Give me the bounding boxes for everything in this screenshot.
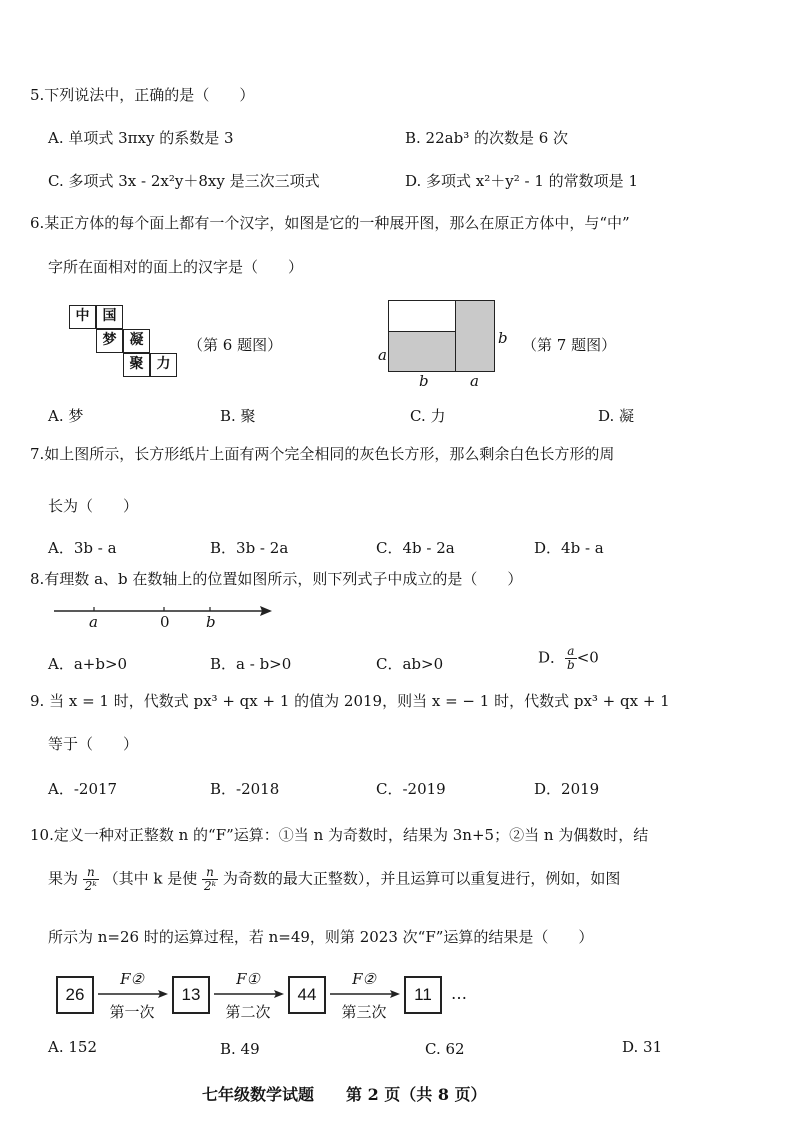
q8-option-a[interactable]: A．a+b>0 <box>48 655 128 673</box>
flow-op-3: F② <box>352 970 376 988</box>
flow-ellipsis: … <box>451 984 467 1003</box>
q5-option-d[interactable]: D. 多项式 x²＋y² - 1 的常数项是 1 <box>405 172 638 190</box>
flow-arrow-1-icon <box>96 988 168 1000</box>
q5-option-c[interactable]: C. 多项式 3x - 2x²y＋8xy 是三次三项式 <box>48 172 320 190</box>
q9-stem-line2: 等于（ ） <box>48 735 139 753</box>
q6-figure-label: （第 6 题图） <box>188 336 283 354</box>
fraction-denominator: b <box>567 658 575 672</box>
q6-option-c[interactable]: C. 力 <box>410 407 446 425</box>
q10-stem-line3: 所示为 n=26 时的运算过程，若 n=49，则第 2023 次“F”运算的结果是（ ） <box>48 928 594 946</box>
q7-option-b[interactable]: B．3b - 2a <box>210 539 289 557</box>
flow-step-2: 第二次 <box>225 1003 271 1021</box>
flow-step-3: 第三次 <box>341 1003 387 1021</box>
net-cell-1: 中 <box>69 305 96 329</box>
flow-step-1: 第一次 <box>109 1003 155 1021</box>
net-cell-6: 力 <box>150 353 177 377</box>
q5-option-a[interactable]: A. 单项式 3πxy 的系数是 3 <box>48 129 234 147</box>
footer-subject: 七年级数学试题 <box>202 1085 315 1104</box>
net-cell-2: 国 <box>96 305 123 329</box>
footer-page-number: 第 2 页（共 8 页） <box>346 1085 487 1104</box>
q10-stem-line1: 10.定义一种对正整数 n 的“F”运算：①当 n 为奇数时，结果为 3n+5；②当 n 为偶数时，结 <box>30 826 649 844</box>
q7-label-b-bottom: b <box>419 372 429 390</box>
gray-rectangle-horizontal <box>388 331 456 372</box>
q9-option-c[interactable]: C．-2019 <box>376 780 446 798</box>
q9-stem-line1: 9. 当 x = 1 时，代数式 px³ + qx + 1 的值为 2019，则当 x = − 1 时，代数式 px³ + qx + 1 <box>30 692 670 710</box>
q8-axis-label-b: b <box>206 613 216 631</box>
q10-fraction-1 <box>83 866 99 893</box>
q7-option-a[interactable]: A．3b - a <box>48 539 117 557</box>
q8-axis-label-a: a <box>89 613 98 631</box>
q8-stem: 8.有理数 a、b 在数轴上的位置如图所示，则下列式子中成立的是（ ） <box>30 570 523 588</box>
q6-stem-line2: 字所在面相对的面上的汉字是（ ） <box>48 258 304 276</box>
q10-option-a[interactable]: A. 152 <box>48 1038 97 1056</box>
q8-option-b[interactable]: B．a - b>0 <box>210 655 292 673</box>
q6-option-d[interactable]: D. 凝 <box>598 407 635 425</box>
flow-arrow-2-icon <box>212 988 284 1000</box>
q8-option-d[interactable] <box>538 645 599 672</box>
q6-stem-line1: 6.某正方体的每个面上都有一个汉字，如图是它的一种展开图，那么在原正方体中，与“中” <box>30 214 630 232</box>
q7-label-a-bottom: a <box>470 372 479 390</box>
q8-option-d-prefix: D． <box>538 648 566 667</box>
flow-box-3: 44 <box>288 976 326 1014</box>
q8-option-c[interactable]: C．ab>0 <box>376 655 444 673</box>
net-cell-4: 凝 <box>123 329 150 353</box>
flow-arrow-3-icon <box>328 988 400 1000</box>
q10-option-c[interactable]: C. 62 <box>425 1040 465 1058</box>
fraction-denominator: 2ᵏ <box>84 879 97 893</box>
q10-stem2-a: 果为 <box>48 869 79 888</box>
q10-fraction-2 <box>202 866 218 893</box>
q8-axis-label-zero: 0 <box>160 613 170 631</box>
q7-stem-line2: 长为（ ） <box>48 497 139 515</box>
q5-option-b[interactable]: B. 22ab³ 的次数是 6 次 <box>405 129 569 147</box>
q10-stem2-b: （其中 k 是使 <box>103 869 198 888</box>
q7-label-b-right: b <box>498 329 508 347</box>
q6-option-a[interactable]: A. 梦 <box>48 407 84 425</box>
q10-option-d[interactable]: D. 31 <box>622 1038 663 1056</box>
fraction-numerator: n <box>202 866 218 880</box>
gray-rectangle-vertical <box>455 300 495 372</box>
q7-option-d[interactable]: D．4b - a <box>534 539 604 557</box>
q8-option-d-fraction <box>565 645 577 672</box>
q10-stem2-c: 为奇数的最大正整数），并且运算可以重复进行，例如，如图 <box>222 869 621 888</box>
net-cell-5: 聚 <box>123 353 150 377</box>
q9-option-a[interactable]: A．-2017 <box>48 780 118 798</box>
q10-option-b[interactable]: B. 49 <box>220 1040 260 1058</box>
q10-stem-line2 <box>48 866 620 893</box>
q8-option-d-suffix: <0 <box>576 648 599 667</box>
fraction-denominator: 2ᵏ <box>204 879 217 893</box>
flow-op-1: F② <box>120 970 144 988</box>
q7-figure-label: （第 7 题图） <box>522 336 617 354</box>
q7-option-c[interactable]: C．4b - 2a <box>376 539 455 557</box>
q7-stem-line1: 7.如上图所示，长方形纸片上面有两个完全相同的灰色长方形，那么剩余白色长方形的周 <box>30 445 615 463</box>
q9-option-b[interactable]: B．-2018 <box>210 780 280 798</box>
q5-stem: 5.下列说法中，正确的是（ ） <box>30 86 255 104</box>
net-cell-3: 梦 <box>96 329 123 353</box>
q6-option-b[interactable]: B. 聚 <box>220 407 256 425</box>
flow-box-2: 13 <box>172 976 210 1014</box>
fraction-numerator: a <box>565 645 577 659</box>
flow-box-1: 26 <box>56 976 94 1014</box>
flow-op-2: F① <box>236 970 260 988</box>
q9-option-d[interactable]: D．2019 <box>534 780 600 798</box>
flow-box-4: 11 <box>404 976 442 1014</box>
q7-label-a-left: a <box>378 346 387 364</box>
fraction-numerator: n <box>83 866 99 880</box>
